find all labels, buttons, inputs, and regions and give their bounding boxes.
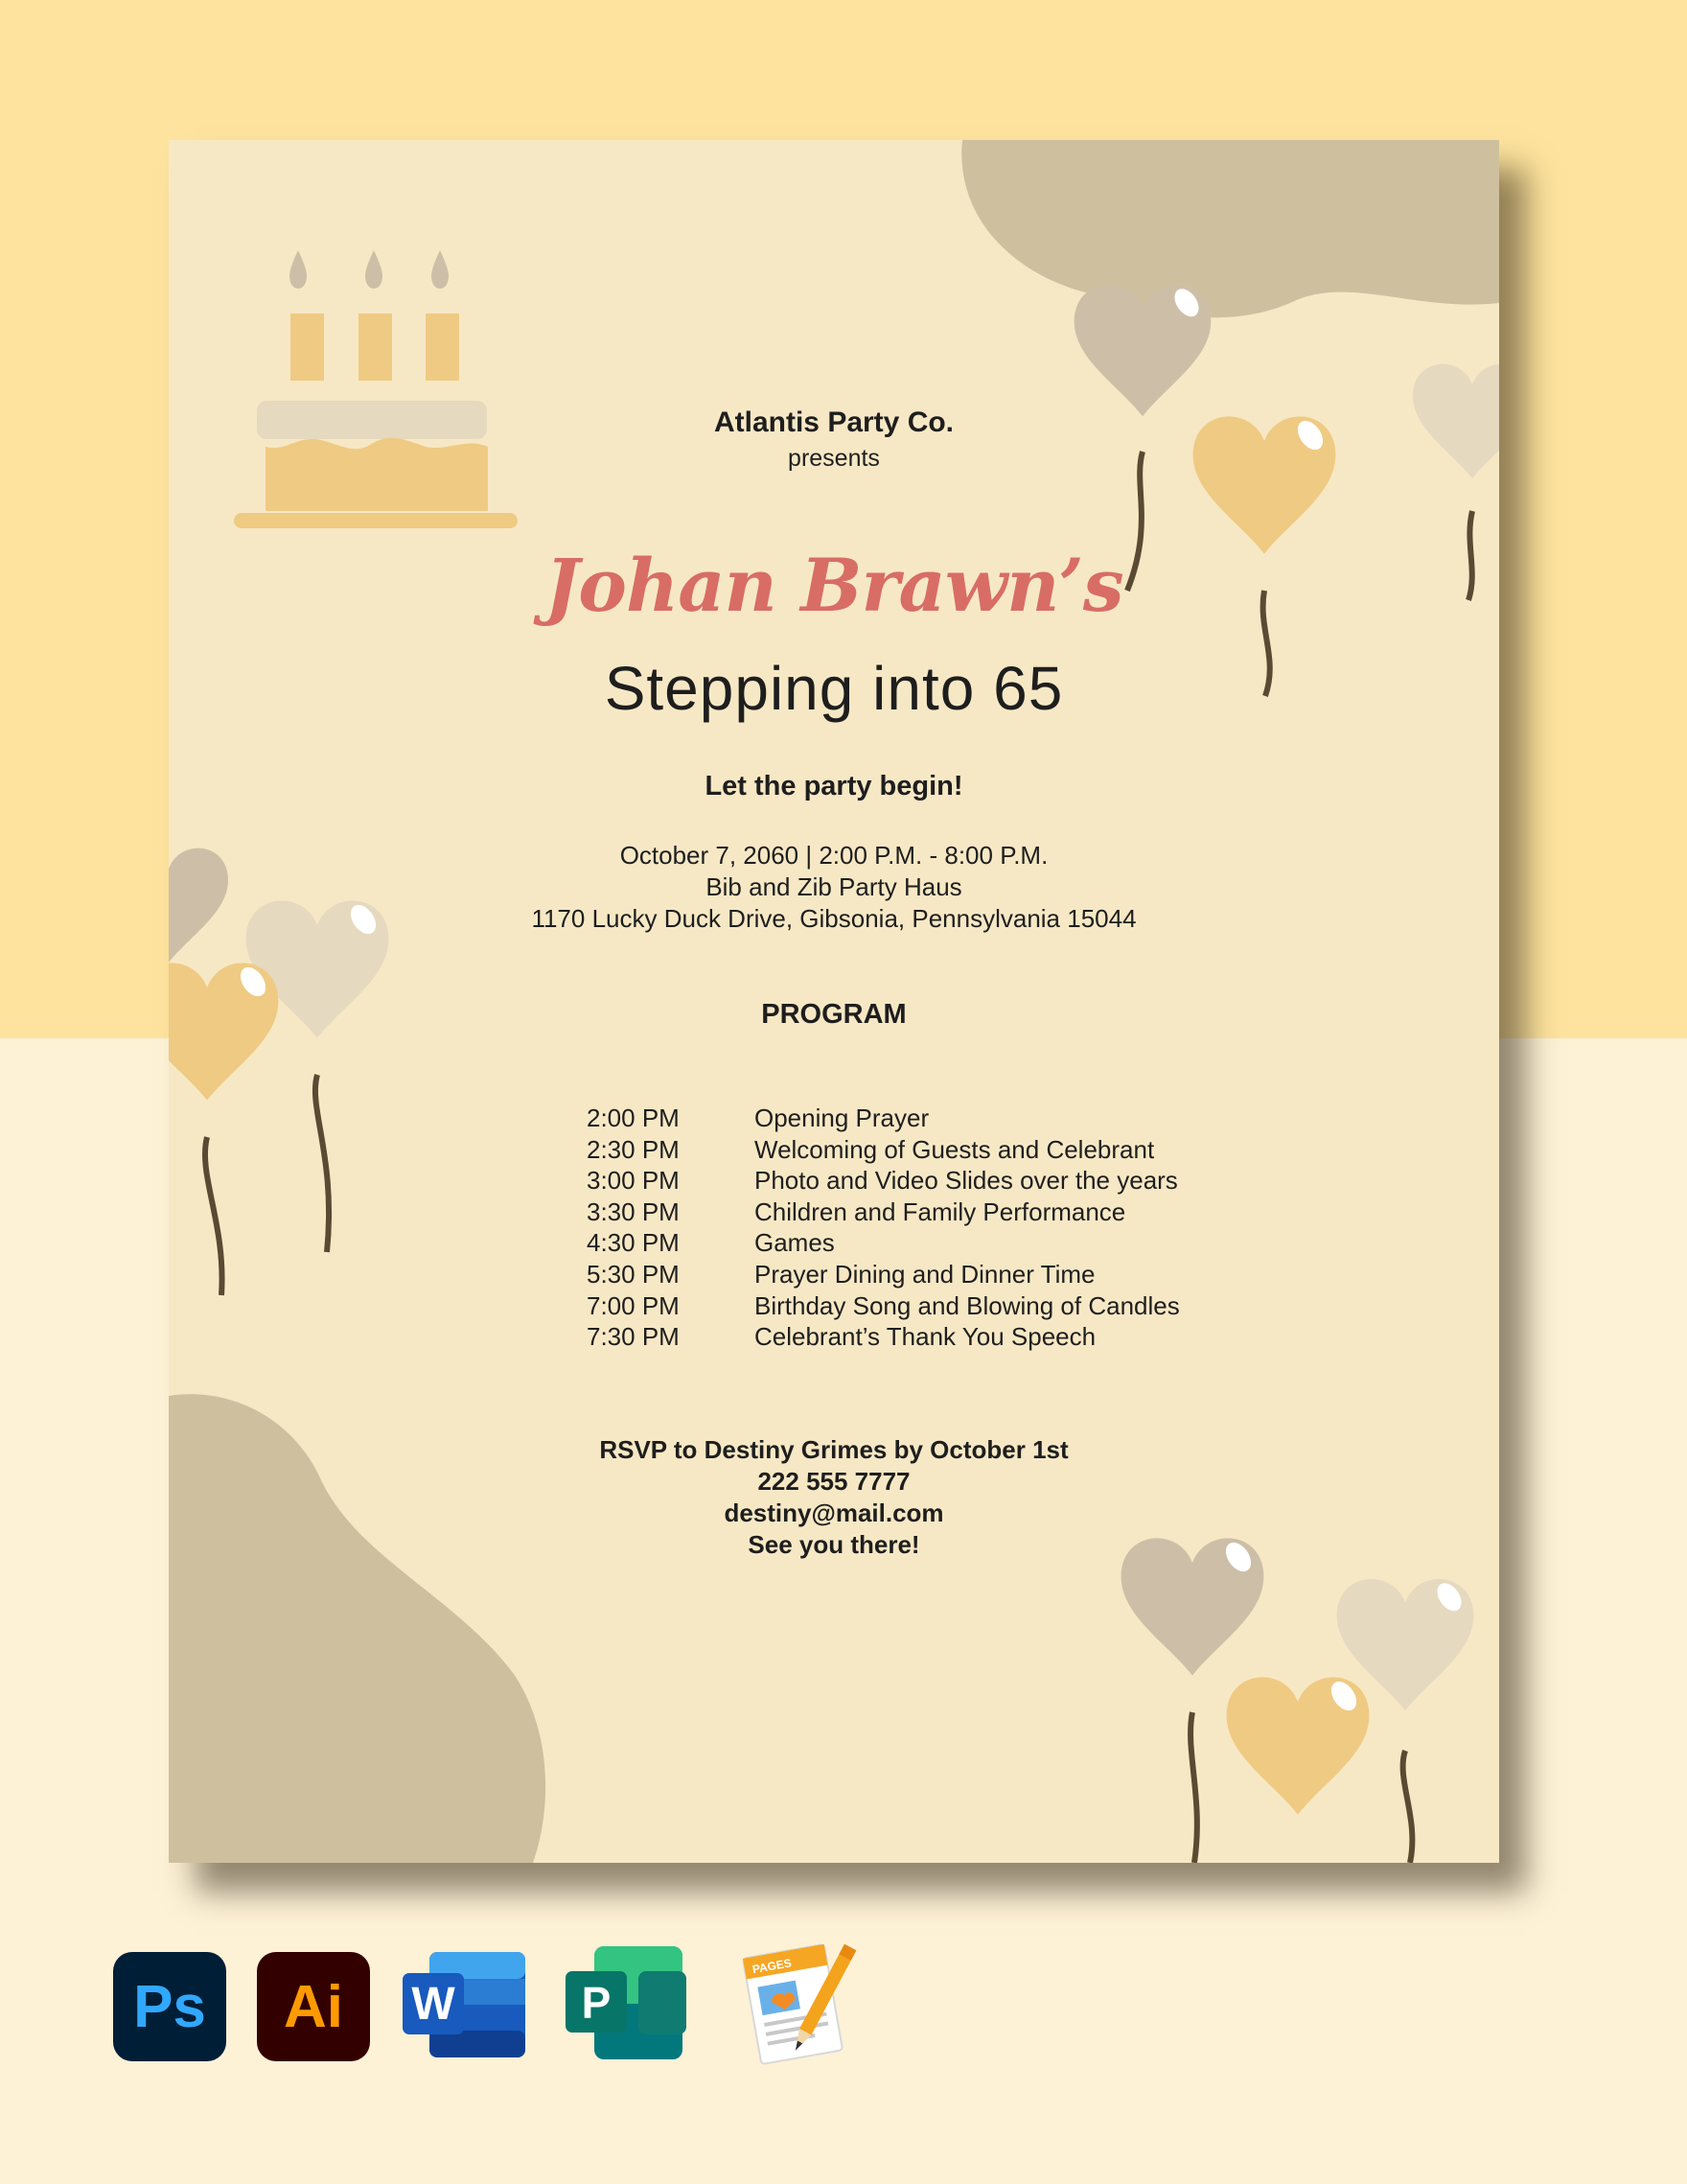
svg-text:PAGES: PAGES <box>751 1956 793 1977</box>
rsvp-closing: See you there! <box>748 1530 920 1559</box>
program-row <box>587 1291 1449 1323</box>
rsvp-line: RSVP to Destiny Grimes by October 1st <box>599 1435 1069 1464</box>
celebrant-name: Johan Brawn’s <box>544 543 1123 628</box>
rsvp-phone: 222 555 7777 <box>757 1467 911 1496</box>
program-activity: Photo and Video Slides over the years <box>754 1166 1178 1196</box>
top-right-blob <box>961 140 1499 317</box>
program-row <box>587 1135 1449 1167</box>
program-time: 2:30 PM <box>587 1134 680 1164</box>
program-row <box>587 1322 1449 1354</box>
program-time: 7:00 PM <box>587 1290 680 1320</box>
program-activity: Welcoming of Guests and Celebrant <box>754 1134 1155 1164</box>
company-name: Atlantis Party Co. <box>713 407 955 438</box>
presents-label: presents <box>788 445 880 472</box>
illustrator-icon: Ai <box>257 1952 370 2061</box>
program-activity: Children and Family Performance <box>754 1197 1126 1226</box>
program-row <box>587 1104 1449 1135</box>
program-heading: PROGRAM <box>761 999 907 1030</box>
intro-line: Let the party begin! <box>705 771 963 802</box>
svg-text:P: P <box>581 1978 612 2028</box>
event-venue: Bib and Zib Party Haus <box>705 872 962 901</box>
cake-icon <box>234 250 518 528</box>
program-time: 7:30 PM <box>587 1322 680 1352</box>
balloons-top-right <box>1075 285 1499 696</box>
rsvp-email: destiny@mail.com <box>724 1499 944 1527</box>
event-tagline: Stepping into 65 <box>604 654 1064 723</box>
program-row <box>587 1260 1449 1291</box>
program-activity: Birthday Song and Blowing of Candles <box>754 1290 1180 1320</box>
program-row <box>587 1166 1449 1197</box>
program-time: 3:00 PM <box>587 1166 680 1196</box>
photoshop-icon: Ps <box>113 1952 226 2061</box>
program-time: 3:30 PM <box>587 1197 680 1226</box>
program-row <box>587 1228 1449 1260</box>
program-time: 2:00 PM <box>587 1104 680 1132</box>
word-icon <box>403 1946 532 2066</box>
event-address: 1170 Lucky Duck Drive, Gibsonia, Pennsylvania 15044 <box>531 904 1137 933</box>
svg-text:W: W <box>411 1979 455 2030</box>
program-activity: Games <box>754 1228 835 1258</box>
program-time: 4:30 PM <box>587 1228 680 1258</box>
rsvp-block <box>169 1434 1499 1561</box>
pages-icon <box>738 1937 863 2071</box>
balloons-bottom-right <box>1121 1538 1474 1863</box>
program-activity: Celebrant’s Thank You Speech <box>754 1322 1097 1352</box>
program-activity: Opening Prayer <box>754 1104 930 1132</box>
program-time: 5:30 PM <box>587 1259 680 1289</box>
program-row <box>587 1197 1449 1229</box>
invitation-card <box>169 140 1499 1863</box>
publisher-icon <box>566 1942 700 2067</box>
program-schedule <box>587 1104 1449 1354</box>
event-datetime: October 7, 2060 | 2:00 P.M. - 8:00 P.M. <box>619 841 1049 870</box>
program-activity: Prayer Dining and Dinner Time <box>754 1259 1096 1289</box>
